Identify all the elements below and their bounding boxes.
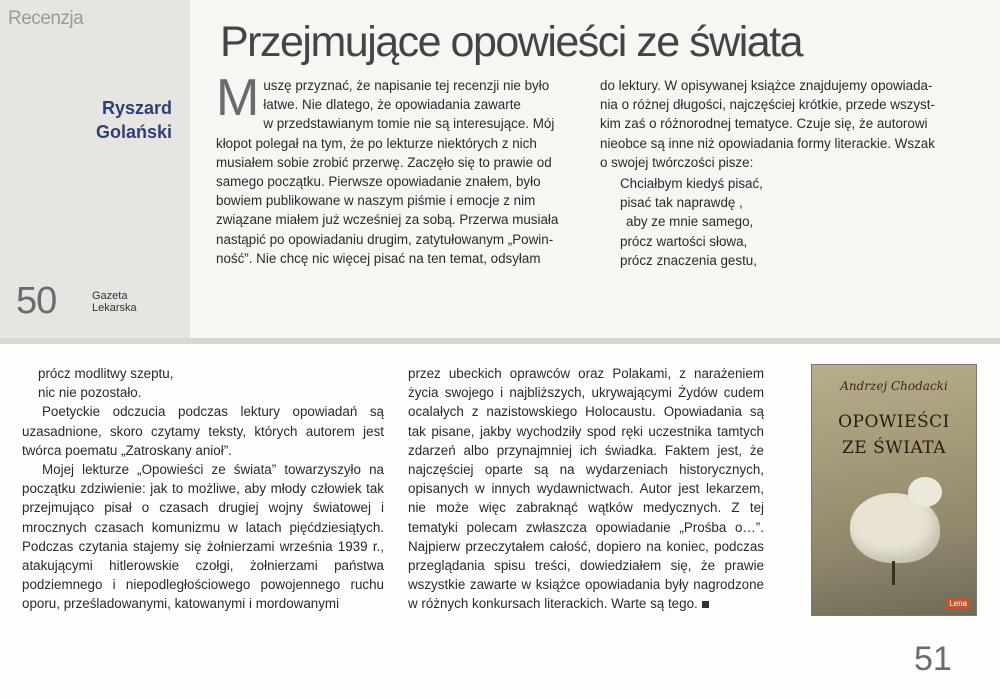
column-1-line: bowiem publikowane w naszym piśmie i emocje z nim: [216, 193, 536, 209]
column-2-line: kim zaś o różnorodnej tematyce. Czuje się, że autorowi: [600, 116, 928, 132]
article-column-1: [216, 69, 590, 268]
paragraph: Mojej lekturze „Opowieści ze świata” towarzyszyło na początku zdziwienie: jak to możliwe, aby młody człowiek tak przejmująco pisał o czasach drugiej wojny światowej i mrocznych czasach komunizmu w latach pięćdziesiątych. Podczas czytania stajemy się żołnierzami września 1939 r., atakującymi hitlerowskie czołgi, żołnierzami państwa podziemnego i niepodległościowego powojennego ruchu oporu, prześladowanymi, katowanymi i mordowanymi: [22, 462, 384, 612]
poem-line: prócz modlitwy szeptu,: [38, 366, 174, 381]
drop-cap: M: [216, 69, 260, 127]
author-first-name: Ryszard: [101, 98, 172, 118]
column-1-line: kłopot polegał na tym, że po lekturze niektórych z nich: [216, 135, 537, 151]
poem-continuation: [22, 364, 384, 402]
article-column-3: [22, 364, 384, 614]
author-name: [20, 96, 172, 144]
poem-line: prócz wartości słowa,: [620, 233, 748, 249]
column-1-line: w przedstawianym tomie nie są interesujące. Mój: [263, 116, 555, 132]
poem-line: aby ze mnie samego,: [626, 214, 754, 230]
end-of-article-mark: [702, 601, 709, 608]
book-title-line1: OPOWIEŚCI: [838, 412, 950, 432]
column-2-line: nieobce są inne niż opowiadania formy literackie. Wszak: [600, 135, 935, 151]
column-2-line: o swojej twórczości pisze:: [600, 154, 754, 170]
column-2-line: do lektury. W opisywanej książce znajdujemy opowiada-: [600, 78, 933, 93]
page-number-left: 50: [16, 280, 57, 322]
paragraph: [408, 364, 764, 614]
bird-leg-illustration: [892, 561, 895, 585]
article-column-4: [408, 364, 764, 614]
author-last-name: Golański: [95, 122, 172, 142]
journal-name-line1: Gazeta: [92, 290, 128, 302]
column-1-line: musiałem sobie zrobić przerwę. Zaczęło się to prawie od: [216, 154, 552, 170]
column-1-line: związane miałem już wcześniej za sobą. Przerwa musiała: [216, 212, 559, 228]
column-2-line: nia o różnej długości, najczęściej krótkie, przede wszyst-: [600, 97, 935, 113]
poem-line: nic nie pozostało.: [38, 385, 142, 401]
journal-logo: [92, 290, 137, 314]
poem-quote: [620, 174, 966, 270]
column-1-line: samego początku. Pierwsze opowiadanie znałem, było: [216, 174, 541, 190]
article-column-2: [600, 76, 966, 270]
journal-name-line2: Lekarska: [92, 302, 137, 314]
closing-paragraph-text: przez ubeckich oprawców oraz Polakami, z narażeniem życia swojego i najbliższych, ukrywającymi Żydów cudem ocalałych z nazistowskiego Holocaustu. Opowiadania są tak pisane, jakby wychodziły spod ręki uczestnika tamtych zdarzeń albo przynajmniej ich świadka. Faktem jest, że najczęściej oparte są na wydarzeniach historycznych, opisanych w innych wydawnictwach. Autor jest lekarzem, nie może więc zabraknąć wątków medycznych. Z tej tematyki polecam zwłaszcza opowiadanie „Prośba o…”. Najpierw przeczytałem całość, dopiero na koniec, podczas przeglądania spisu treści, dowiedziałem się, że prawie wszystkie zawarte w książce opowiadania były nagrodzone w różnych konkursach literackich. Warte są tego.: [408, 366, 764, 612]
article-title: Przejmujące opowieści ze świata: [220, 18, 803, 66]
page-number-right: 51: [914, 640, 952, 678]
bird-head-illustration: [908, 477, 942, 507]
book-title-line2: ZE ŚWIATA: [842, 438, 946, 458]
book-title: [812, 409, 976, 461]
publisher-logo: Lena: [946, 598, 970, 609]
column-1-line: łatwe. Nie dlatego, że opowiadania zawarte: [263, 97, 521, 113]
column-1-line: uszę przyznać, że napisanie tej recenzji nie było: [263, 78, 550, 93]
poem-line: prócz znaczenia gestu,: [620, 252, 757, 268]
book-cover: [811, 364, 977, 616]
column-1-line: ność”. Nie chcę nic więcej pisać na ten temat, odsyłam: [216, 250, 541, 266]
section-label: Recenzja: [8, 8, 84, 29]
poem-line: Chciałbym kiedyś pisać,: [620, 176, 763, 192]
book-author: Andrzej Chodacki: [840, 379, 948, 393]
column-1-line: nastąpić po opowiadaniu drugim, zatytułowanym „Powin-: [216, 231, 554, 247]
paragraph: Poetyckie odczucia podczas lektury opowiadań są uzasadnione, skoro czytamy teksty, których autorem jest twórca poematu „Zatroskany anioł”.: [22, 404, 384, 458]
poem-line: pisać tak naprawdę ,: [620, 195, 743, 211]
